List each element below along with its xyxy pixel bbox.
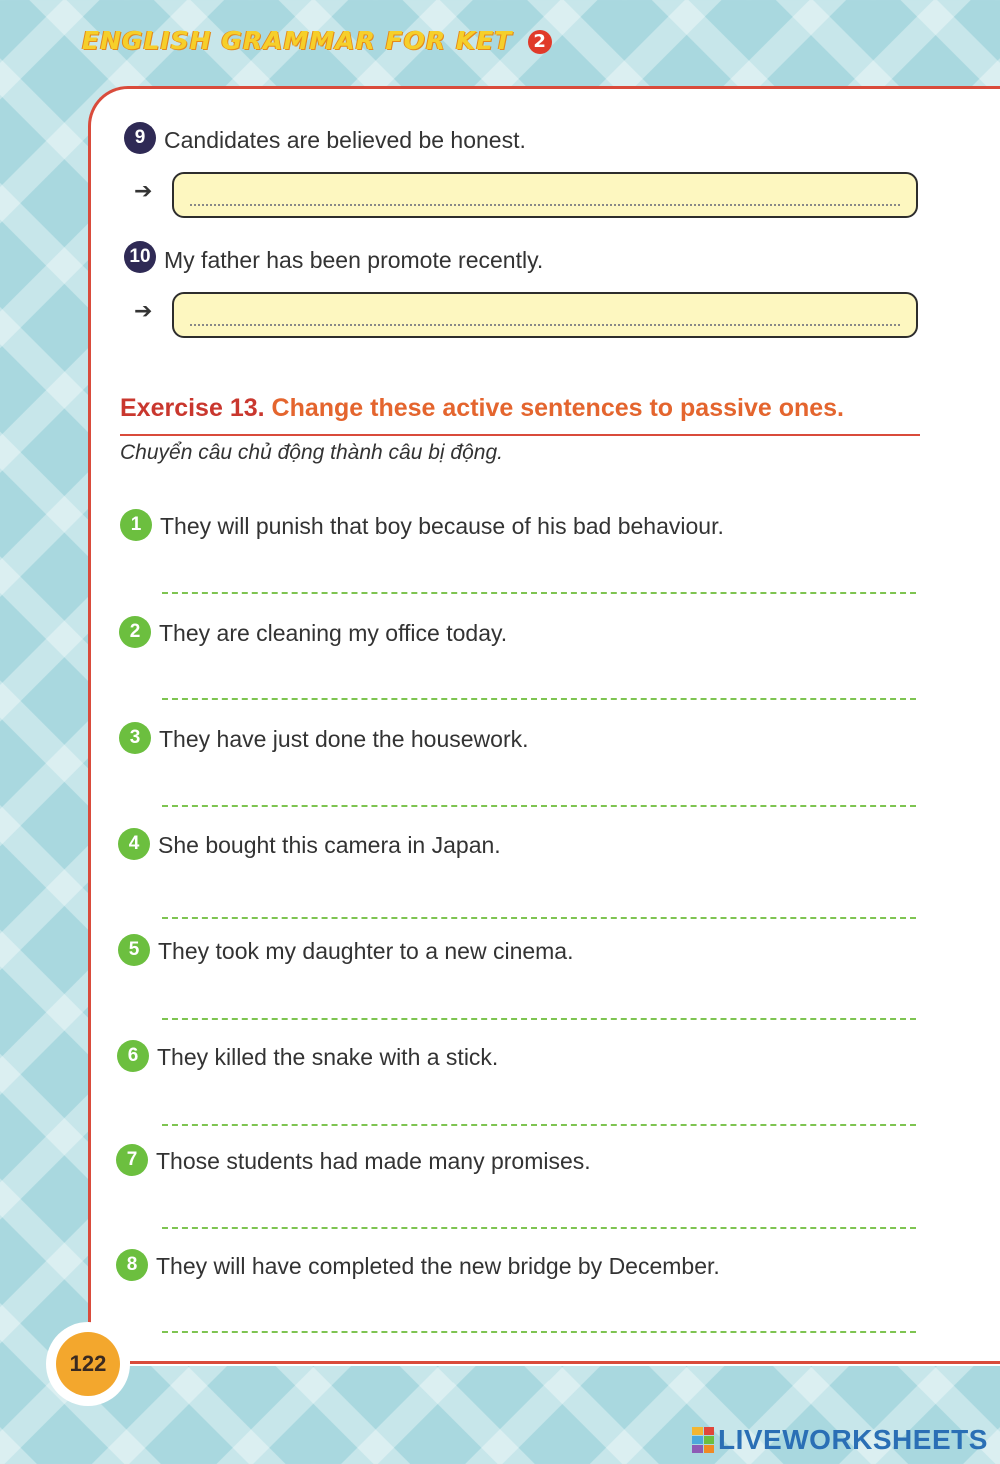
exercise-label: Exercise 13. [120,394,265,422]
brand-watermark [692,1424,988,1456]
exercise-answer-6[interactable] [162,1100,916,1126]
brand-name: LIVEWORKSHEETS [718,1424,988,1455]
exercise-item-text-5: They took my daughter to a new cinema. [158,938,574,964]
exercise-item-text-2: They are cleaning my office today. [159,620,508,646]
question-text-9: Candidates are believed be honest. [164,127,526,153]
answer-box-10 [172,292,918,338]
exercise-item-text-1: They will punish that boy because of his bad behaviour. [160,513,724,539]
exercise-item-number-6: 6 [117,1040,149,1072]
answer-input-10[interactable] [190,300,900,326]
question-text-10: My father has been promote recently. [164,247,544,273]
exercise-answer-8[interactable] [162,1307,916,1333]
question-number-9: 9 [124,122,156,154]
exercise-item-number-8: 8 [116,1249,148,1281]
exercise-answer-2[interactable] [162,674,916,700]
exercise-item-number-7: 7 [116,1144,148,1176]
exercise-instruction: Change these active sentences to passive ones. [271,394,844,422]
exercise-title [120,394,844,423]
exercise-item-text-6: They killed the snake with a stick. [157,1044,499,1070]
exercise-item-text-4: She bought this camera in Japan. [158,832,501,858]
exercise-answer-3[interactable] [162,781,916,807]
series-title-text: ENGLISH GRAMMAR FOR KET [82,26,513,55]
page-number: 122 [56,1332,120,1396]
exercise-item-number-3: 3 [119,722,151,754]
answer-box-9 [172,172,918,218]
exercise-answer-7[interactable] [162,1203,916,1229]
exercise-item-text-3: They have just done the housework. [159,726,529,752]
exercise-item-number-1: 1 [120,509,152,541]
exercise-item-text-8: They will have completed the new bridge by December. [156,1253,720,1279]
series-title [82,26,552,55]
exercise-divider [120,434,920,436]
liveworksheets-logo-icon [692,1427,714,1453]
exercise-item-text-7: Those students had made many promises. [156,1148,591,1174]
right-arrow-icon: ➔ [134,298,153,323]
exercise-answer-1[interactable] [162,568,916,594]
answer-input-9[interactable] [190,180,900,206]
question-number-10: 10 [124,241,156,273]
exercise-answer-5[interactable] [162,994,916,1020]
series-number-badge: 2 [528,30,552,54]
page-number-badge [46,1322,130,1406]
exercise-item-number-5: 5 [118,934,150,966]
footer-divider [130,1361,1000,1364]
exercise-item-number-4: 4 [118,828,150,860]
exercise-subtitle: Chuyển câu chủ động thành câu bị động. [120,441,503,464]
exercise-answer-4[interactable] [162,893,916,919]
right-arrow-icon: ➔ [134,178,153,203]
exercise-item-number-2: 2 [119,616,151,648]
